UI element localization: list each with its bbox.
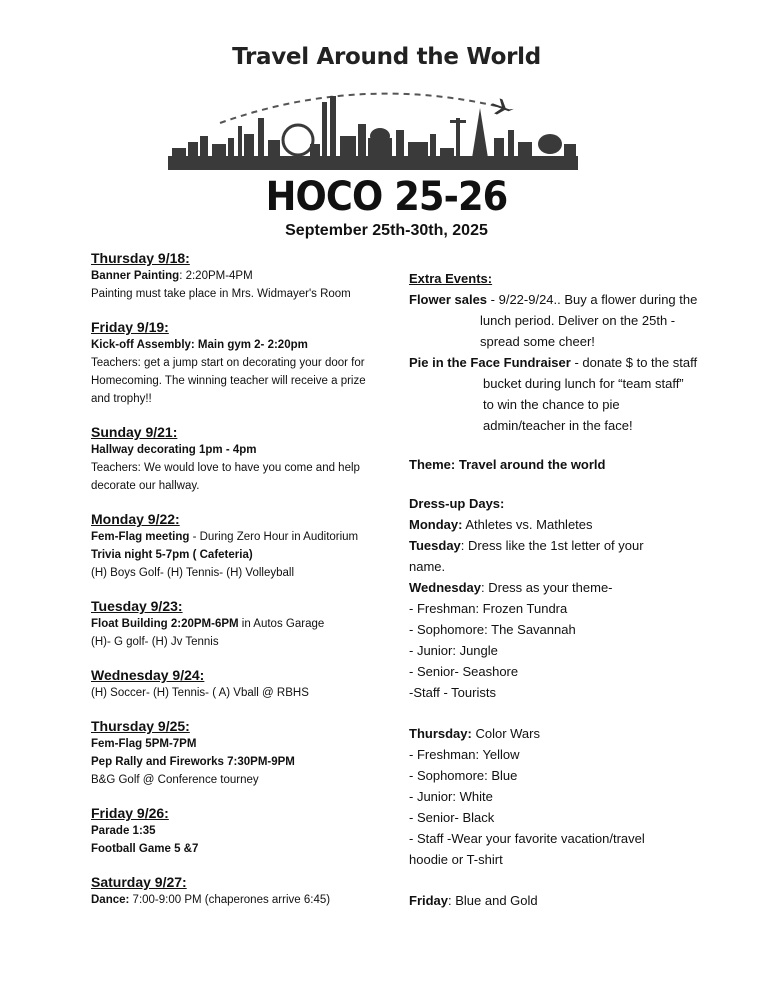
dress-detail: : Dress like the 1st letter of your	[460, 538, 644, 553]
event-detail: : 2:20PM-4PM	[179, 270, 253, 282]
list-item: - Junior: White	[409, 789, 493, 804]
dress-wednesday	[409, 577, 709, 598]
day-label: Friday	[409, 893, 449, 908]
header-banner	[0, 0, 773, 245]
dress-detail: : Blue and Gold	[448, 893, 538, 908]
list-item: hoodie or T-shirt	[409, 852, 503, 867]
schedule-saturday-927	[91, 873, 381, 909]
event-name: Float Building 2:20PM-6PM	[91, 618, 239, 630]
list-item: -Staff - Tourists	[409, 685, 496, 700]
event-detail: lunch period. Deliver on the 25th -	[480, 313, 676, 328]
list-item: - Staff -Wear your favorite vacation/travel	[409, 831, 645, 846]
dress-tuesday	[409, 535, 709, 556]
event-detail: admin/teacher in the face!	[483, 418, 633, 433]
day-heading: Tuesday 9/23:	[91, 598, 183, 614]
event-name: Football Game 5 &7	[91, 843, 199, 855]
dress-up-heading: Dress-up Days:	[409, 496, 505, 511]
list-item: - Senior- Seashore	[409, 664, 519, 679]
list-item: - Freshman: Yellow	[409, 747, 520, 762]
event-detail: Teachers: We would love to have you come and help decorate our hallway.	[91, 462, 360, 492]
schedule-thursday-925	[91, 717, 381, 789]
day-heading: Thursday 9/18:	[91, 250, 190, 266]
daily-schedule	[91, 249, 381, 924]
event-name: Fem-Flag 5PM-7PM	[91, 738, 197, 750]
schedule-thursday-918	[91, 249, 381, 303]
dress-detail: Color Wars	[471, 726, 540, 741]
event-name: Pep Rally and Fireworks 7:30PM-9PM	[91, 756, 295, 768]
dress-monday	[409, 514, 709, 535]
event-name: Parade 1:35	[91, 825, 156, 837]
day-heading: Wednesday 9/24:	[91, 667, 205, 683]
hoco-title: HOCO 25-26	[265, 174, 508, 220]
event-name: Flower sales	[409, 292, 488, 307]
event-detail: 7:00-9:00 PM (chaperones arrive 6:45)	[129, 894, 331, 906]
event-detail: - 9/22-9/24.. Buy a flower during the	[487, 292, 698, 307]
event-dates: September 25th-30th, 2025	[285, 222, 488, 239]
day-heading: Monday 9/22:	[91, 511, 180, 527]
world-skyline-illustration	[160, 78, 585, 173]
event-name: Fem-Flag meeting	[91, 531, 190, 543]
list-item: - Sophomore: Blue	[409, 768, 518, 783]
extra-info	[409, 268, 709, 911]
event-detail: (H)- G golf- (H) Jv Tennis	[91, 636, 219, 648]
event-detail: (H) Soccer- (H) Tennis- ( A) Vball @ RBHS	[91, 687, 309, 699]
schedule-friday-926	[91, 804, 381, 858]
event-name: Hallway decorating 1pm - 4pm	[91, 444, 257, 456]
day-label: Tuesday	[409, 538, 461, 553]
list-item: - Junior: Jungle	[409, 643, 498, 658]
pie-fundraiser	[409, 352, 709, 373]
event-detail: Teachers: get a jump start on decorating your door for Homecoming. The winning teacher will receive a prize and trophy!!	[91, 357, 366, 405]
dress-detail: Athletes vs. Mathletes	[462, 517, 593, 532]
event-name: Banner Painting	[91, 270, 180, 282]
dress-friday	[409, 890, 709, 911]
list-item: - Sophomore: The Savannah	[409, 622, 576, 637]
event-name: Pie in the Face Fundraiser	[409, 355, 571, 370]
day-heading: Saturday 9/27:	[91, 874, 187, 890]
day-heading: Friday 9/26:	[91, 805, 169, 821]
extra-events-heading: Extra Events:	[409, 271, 493, 286]
list-item: - Senior- Black	[409, 810, 495, 825]
airplane-icon	[489, 97, 515, 120]
day-heading: Sunday 9/21:	[91, 424, 178, 440]
day-heading: Thursday 9/25:	[91, 718, 190, 734]
theme-line: Theme: Travel around the world	[409, 457, 606, 472]
dress-detail: name.	[409, 559, 446, 574]
schedule-tuesday-923	[91, 597, 381, 651]
event-detail: Painting must take place in Mrs. Widmayer's Room	[91, 288, 351, 300]
event-detail: to win the chance to pie	[483, 397, 620, 412]
event-detail: - During Zero Hour in Auditorium	[189, 531, 359, 543]
schedule-friday-919	[91, 318, 381, 408]
schedule-wednesday-924	[91, 666, 381, 702]
dress-detail: : Dress as your theme-	[481, 580, 613, 595]
event-detail: bucket during lunch for “team staff”	[483, 376, 684, 391]
event-detail: (H) Boys Golf- (H) Tennis- (H) Volleyball	[91, 567, 295, 579]
event-name: Dance:	[91, 894, 130, 906]
schedule-monday-922	[91, 510, 381, 582]
event-detail: - donate $ to the staff	[570, 355, 698, 370]
schedule-sunday-921	[91, 423, 381, 495]
list-item: - Freshman: Frozen Tundra	[409, 601, 568, 616]
day-label: Wednesday	[409, 580, 482, 595]
event-detail: B&G Golf @ Conference tourney	[91, 774, 259, 786]
event-name: Trivia night 5-7pm ( Cafeteria)	[91, 549, 253, 561]
flower-sales	[409, 289, 709, 310]
day-heading: Friday 9/19:	[91, 319, 169, 335]
event-detail: in Autos Garage	[238, 618, 325, 630]
banner-title: Travel Around the World	[232, 44, 541, 70]
day-label: Thursday:	[409, 726, 472, 741]
event-name: Kick-off Assembly: Main gym 2- 2:20pm	[91, 339, 308, 351]
day-label: Monday:	[409, 517, 463, 532]
dress-thursday	[409, 723, 709, 744]
event-detail: spread some cheer!	[480, 334, 595, 349]
